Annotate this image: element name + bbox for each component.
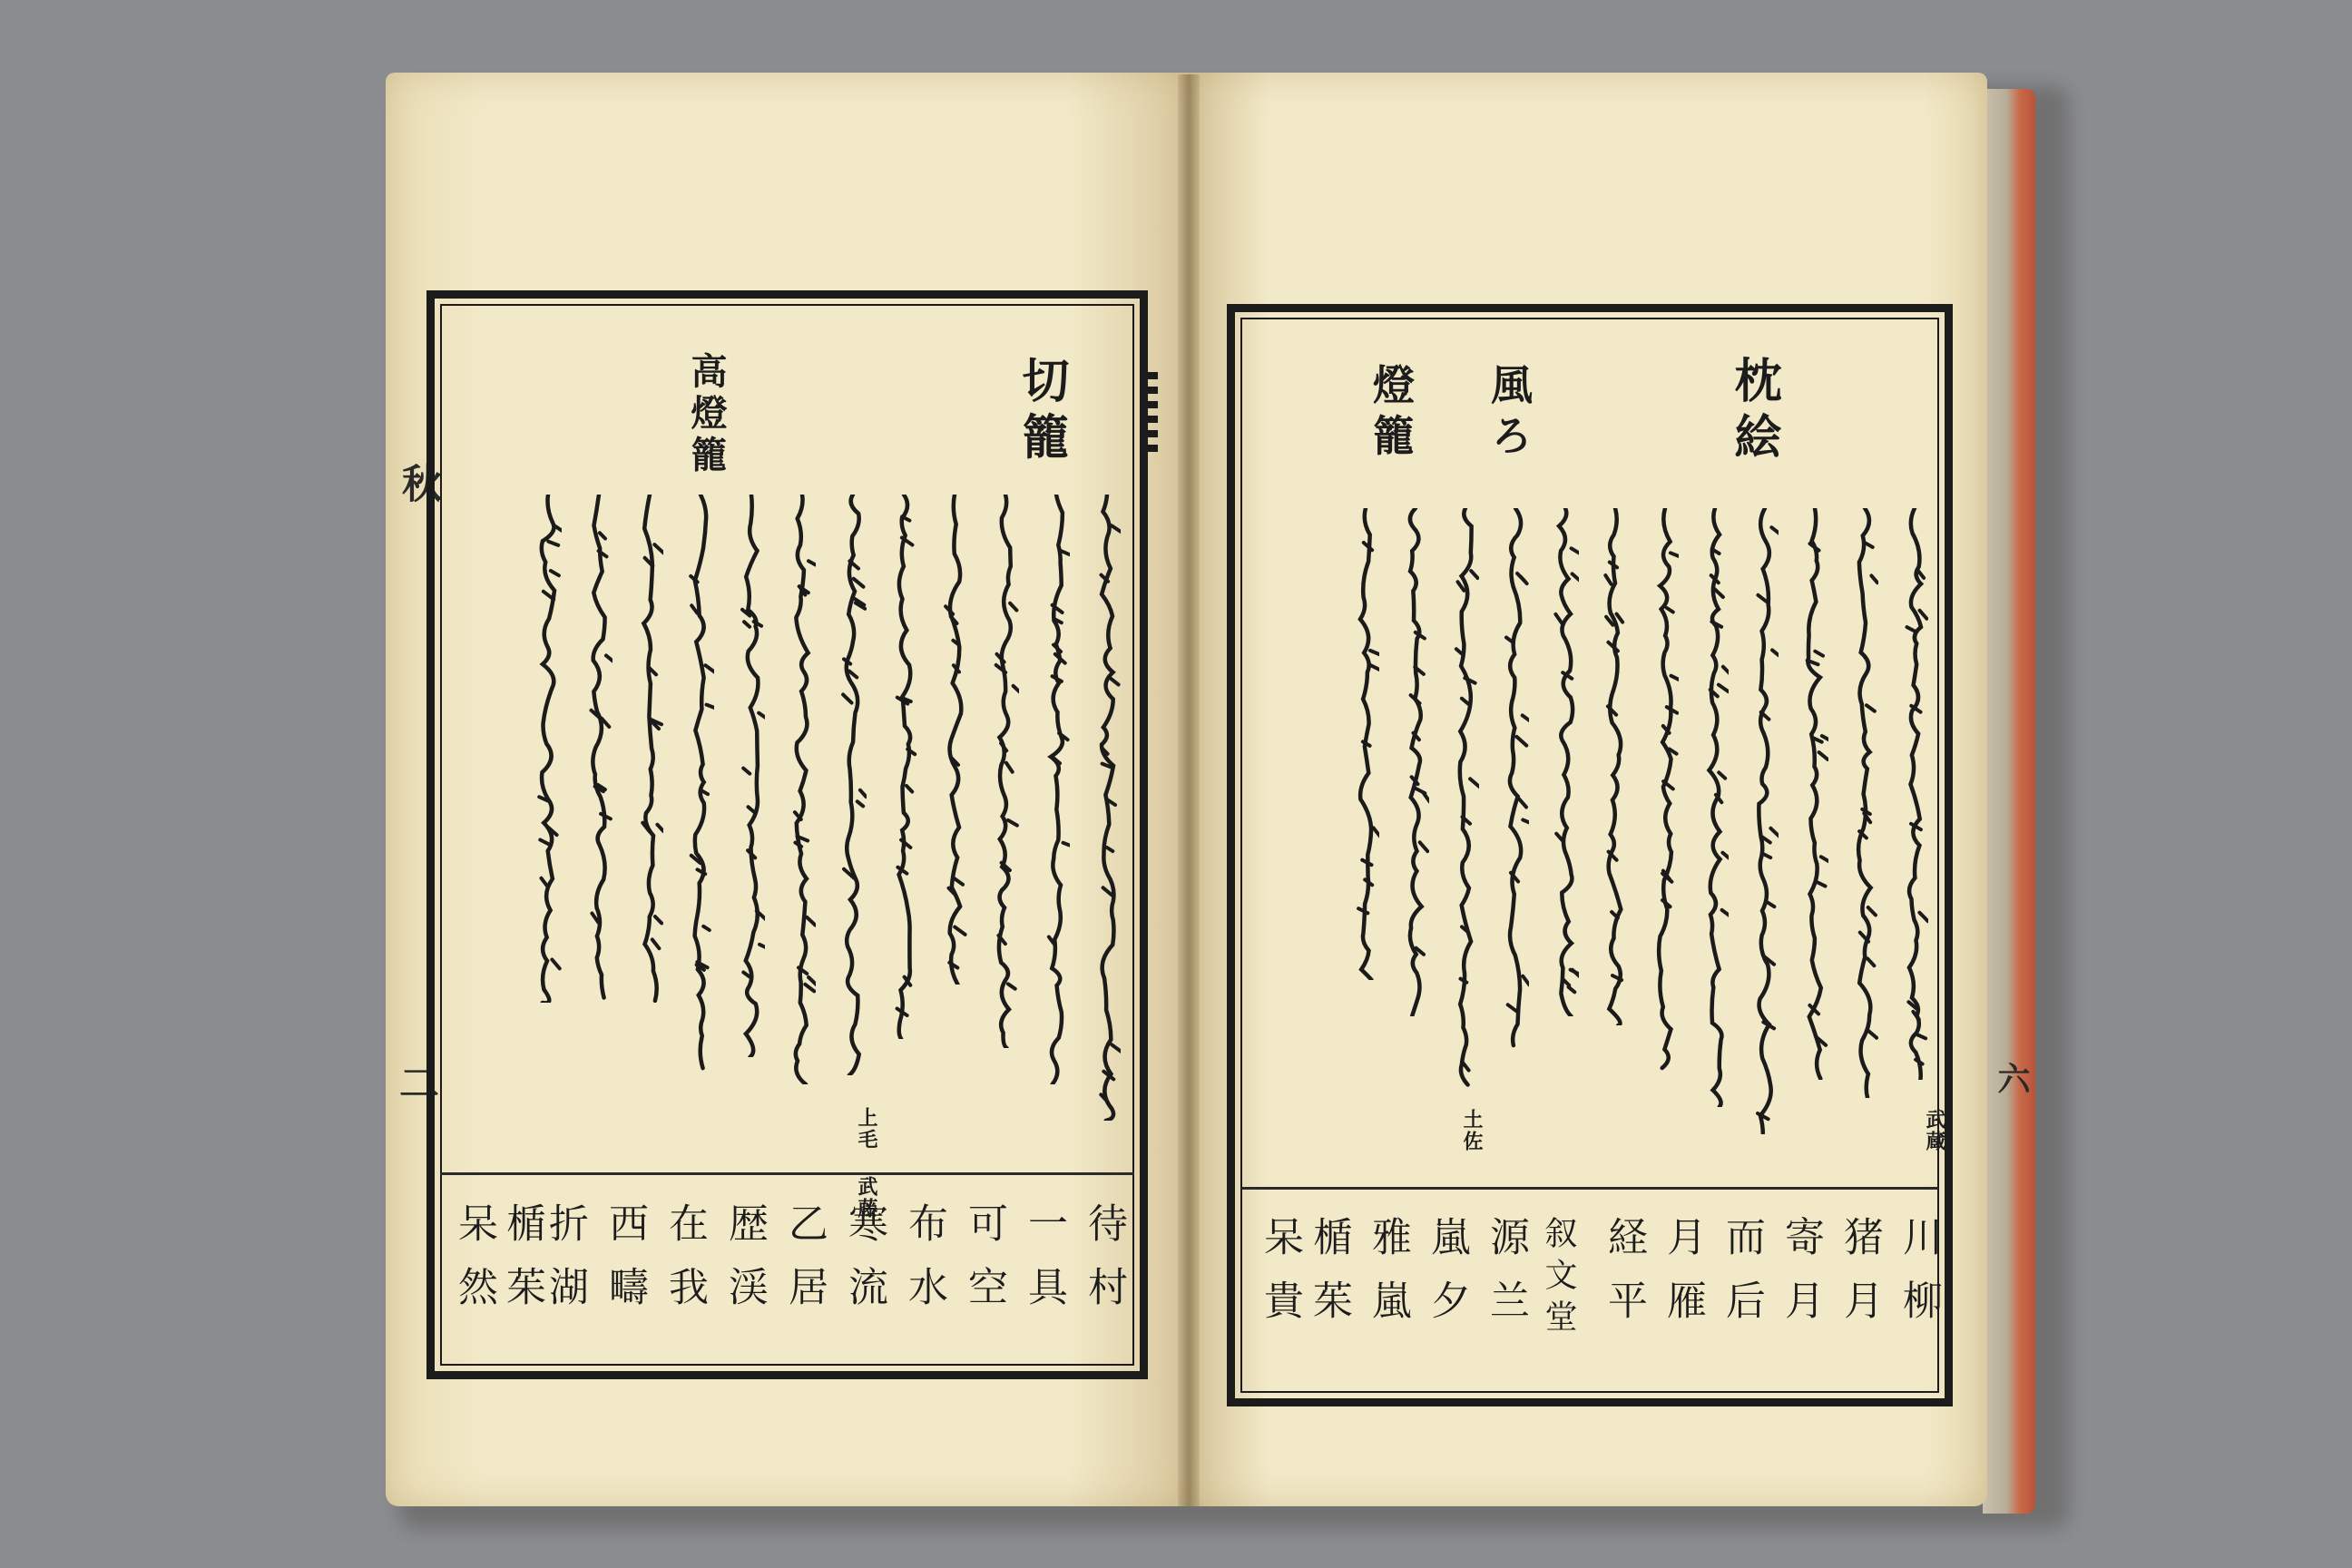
book-gutter (1178, 74, 1200, 1506)
right-note-tosa: 土佐 (1460, 1109, 1484, 1152)
left-script-column (839, 495, 867, 1075)
left-title-takatoro: 高燈籠 (685, 352, 728, 477)
left-script-column (636, 495, 663, 1003)
book-cover-edge (1983, 89, 2035, 1514)
right-author-5: 月雁 (1660, 1216, 1706, 1343)
right-author-6: 経平 (1601, 1216, 1647, 1343)
left-script-column (738, 495, 765, 1057)
left-author-12: 呆然 (451, 1202, 497, 1329)
left-frame-tab-mark (1142, 372, 1158, 454)
right-author-3: 寄月 (1778, 1216, 1824, 1343)
right-author-2: 猪月 (1837, 1216, 1883, 1343)
right-author-divider (1241, 1187, 1938, 1190)
right-author-10: 雅嵐 (1365, 1216, 1411, 1343)
right-title-furo: 風ろ (1485, 363, 1534, 465)
right-script-column (1352, 508, 1379, 980)
right-author-4: 而后 (1719, 1216, 1765, 1343)
left-script-column (534, 495, 562, 1003)
right-margin-page-number: 六 (1993, 1062, 2031, 1094)
right-script-column (1552, 508, 1579, 1016)
left-author-4: 布水 (901, 1202, 947, 1329)
left-author-5: 寒流 (841, 1202, 887, 1329)
right-script-column (1701, 508, 1729, 1107)
left-script-column (789, 495, 816, 1084)
right-script-column (1801, 508, 1828, 1080)
left-script-column (687, 495, 714, 1075)
left-author-divider (440, 1172, 1134, 1175)
left-note-region: 上毛 武藤 (855, 1107, 878, 1220)
left-script-column (1043, 495, 1070, 1084)
right-script-column (1402, 508, 1429, 1016)
left-script-column (585, 495, 612, 1003)
right-author-11: 楯茱 (1306, 1216, 1352, 1343)
left-script-column (941, 495, 968, 985)
right-title-makurae: 枕絵 (1726, 356, 1781, 468)
left-margin-season-mark: 秋 (395, 463, 441, 503)
left-author-2: 一具 (1021, 1202, 1067, 1329)
left-script-column (1093, 495, 1121, 1121)
right-author-1: 川柳 (1896, 1216, 1942, 1343)
left-author-11: 楯茱 (499, 1202, 545, 1329)
right-script-column (1502, 508, 1529, 1053)
left-author-10: 折湖 (542, 1202, 588, 1329)
right-author-7: 叙文堂 (1540, 1216, 1577, 1341)
left-margin-page-number: 二 (392, 1062, 438, 1102)
right-author-9: 嵐夕 (1424, 1216, 1470, 1343)
right-script-column (1602, 508, 1629, 1025)
right-author-8: 源兰 (1483, 1216, 1529, 1343)
left-script-column (890, 495, 917, 1039)
right-script-column (1651, 508, 1679, 1071)
left-script-column (992, 495, 1019, 1048)
left-title-kiriko: 切籠 (1014, 356, 1069, 468)
right-author-12: 呆貴 (1257, 1216, 1303, 1343)
right-note-musashi: 武蔵 (1923, 1109, 1946, 1152)
right-script-column (1851, 508, 1878, 1098)
right-script-column (1751, 508, 1779, 1134)
left-author-9: 西疇 (602, 1202, 648, 1329)
right-title-toro: 燈籠 (1367, 363, 1416, 465)
left-author-8: 在我 (662, 1202, 708, 1329)
right-script-column (1452, 508, 1479, 1089)
right-script-column (1901, 508, 1928, 1080)
left-author-1: 待村 (1081, 1202, 1127, 1329)
left-author-3: 可空 (961, 1202, 1007, 1329)
left-author-7: 歴渓 (721, 1202, 768, 1329)
left-author-6: 乙居 (781, 1202, 828, 1329)
